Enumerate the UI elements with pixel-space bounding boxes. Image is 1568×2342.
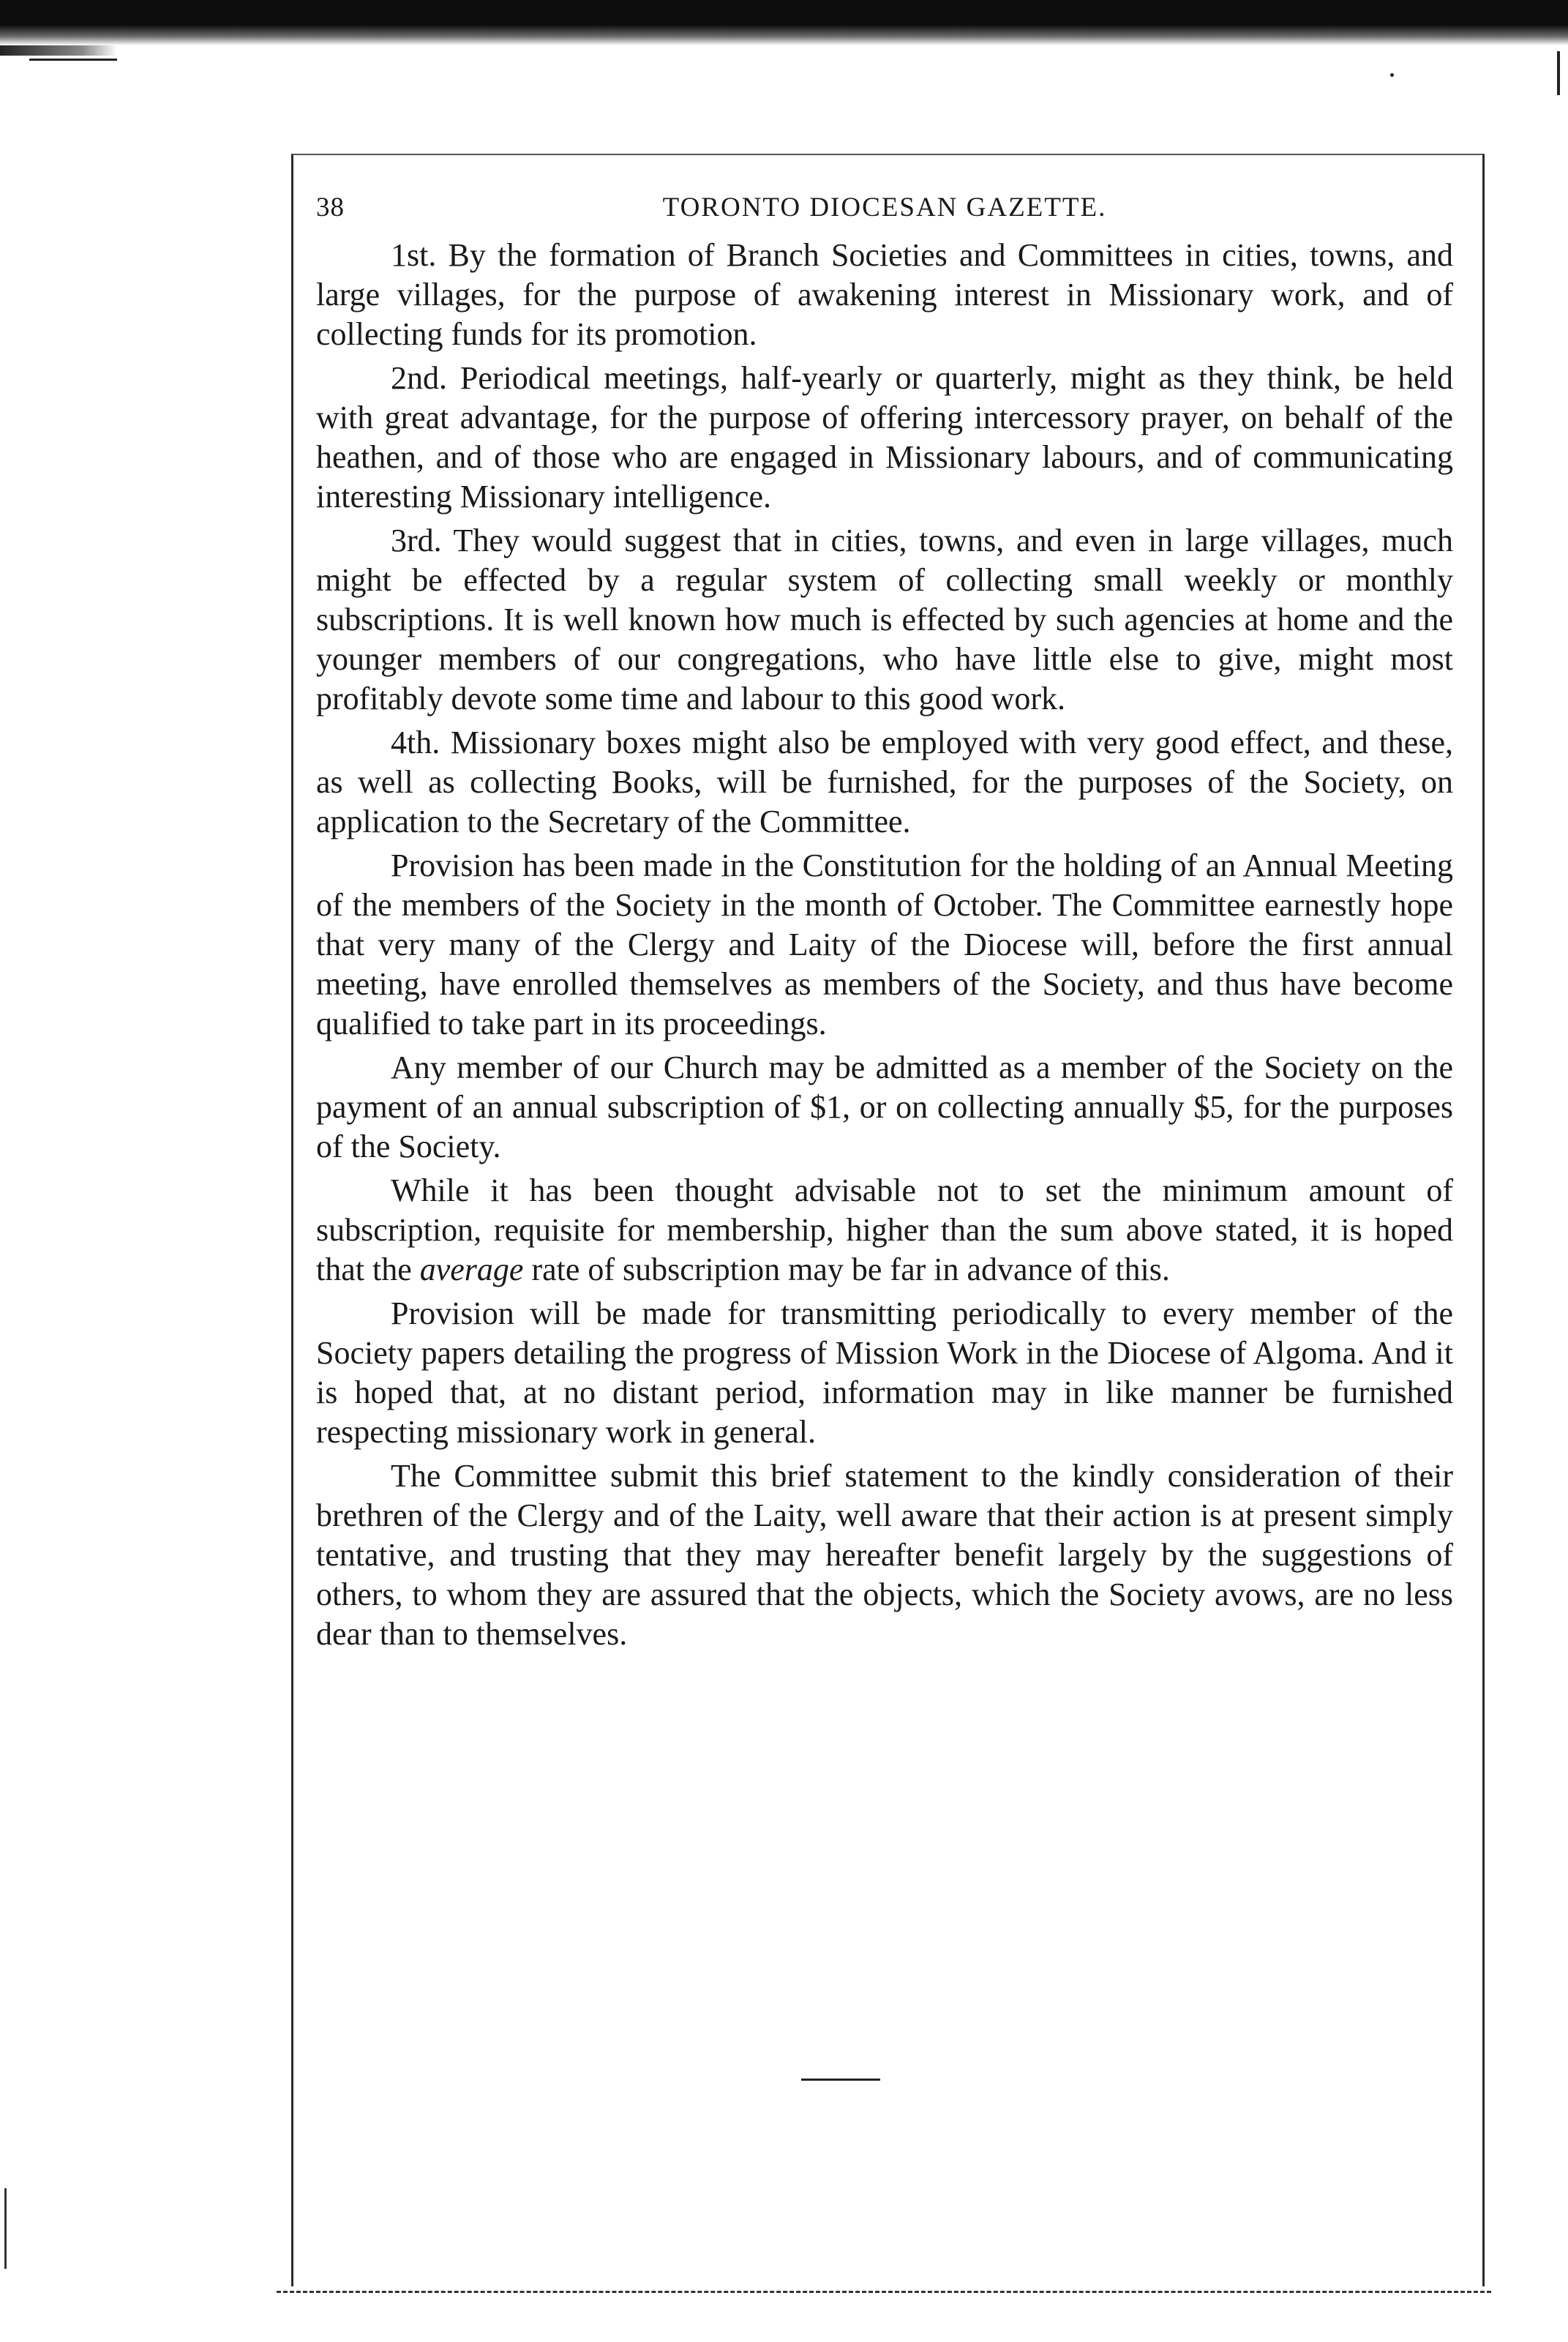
running-head xyxy=(316,192,1453,236)
paragraph-1: 1st. By the formation of Branch Societies and Committees in cities, towns, and large villages, for the purpose of awakening interest in Missionary work, and of collecting funds for its promotion. xyxy=(316,237,1453,352)
paragraph-4: 4th. Missionary boxes might also be employed with very good effect, and these, as well as collecting Books, will be furnished, for the purposes of the Society, on application to the Secretary of the Committee. xyxy=(316,725,1453,839)
scan-border-smudge xyxy=(0,45,117,56)
paragraph-7 xyxy=(316,1171,1453,1290)
paragraph-6: Any member of our Church may be admitted as a member of the Society on the payment of an annual subscription of $1, or on collecting annually $5, for the purposes of the Society. xyxy=(316,1050,1453,1164)
paragraph-9: The Committee submit this brief statement to the kindly consideration of their brethren of the Clergy and of the Laity, well aware that their action is at present simply tentative, and trusting that they may hereafter benefit largely by the suggestions of others, to whom they are assured that the objects, which the Society avows, are no less dear than to themselves. xyxy=(316,1458,1453,1652)
scan-mark-right xyxy=(1557,51,1560,95)
paragraph-7-end: rate of subscription may be far in advance of this. xyxy=(523,1252,1170,1287)
paragraph-2: 2nd. Periodical meetings, half-yearly or quarterly, might as they think, be held with great advantage, for the purpose of offering intercessory prayer, on behalf of the heathen, and of those who are engaged in Missionary labours, and of communicating interesting Missionary intelligence. xyxy=(316,360,1453,515)
scan-mark-left xyxy=(29,59,117,61)
page-bottom-rule xyxy=(277,2291,1491,2293)
scan-border-top xyxy=(0,0,1568,45)
paragraph-8: Provision will be made for transmitting periodically to every member of the Society papers detailing the progress of Mission Work in the Diocese of Algoma. And it is hoped that, at no distant period, information may in like manner be furnished respecting missionary work in general. xyxy=(316,1295,1453,1450)
publication-title: TORONTO DIOCESAN GAZETTE. xyxy=(662,192,1107,222)
emphasized-word: average xyxy=(419,1252,524,1287)
margin-mark xyxy=(4,2188,7,2269)
paragraph-5: Provision has been made in the Constitution for the holding of an Annual Meeting of the members of the Society in the month of October. The Committee earnestly hope that very many of the Clergy and Laity of the Diocese will, before the first annual meeting, have enrolled themselves as members of the Society, and thus have become qualified to take part in its proceedings. xyxy=(316,848,1453,1041)
paragraph-3: 3rd. They would suggest that in cities, towns, and even in large villages, much might be effected by a regular system of collecting small weekly or monthly subscriptions. It is well known how much is effected by such agencies at home and the younger members of our congregations, who have little else to give, might most profitably devote some time and labour to this good work. xyxy=(316,523,1453,717)
page-number: 38 xyxy=(316,192,345,222)
closing-rule xyxy=(801,2079,880,2081)
page-content xyxy=(316,192,1453,1658)
article-body xyxy=(316,236,1453,1654)
scan-dot xyxy=(1390,73,1394,77)
paragraph-7-start: While it has been thought advisable not to set the minimum amount of subscription, requisite for membership, higher than the sum above stated, it is hoped that the xyxy=(316,1172,1453,1287)
